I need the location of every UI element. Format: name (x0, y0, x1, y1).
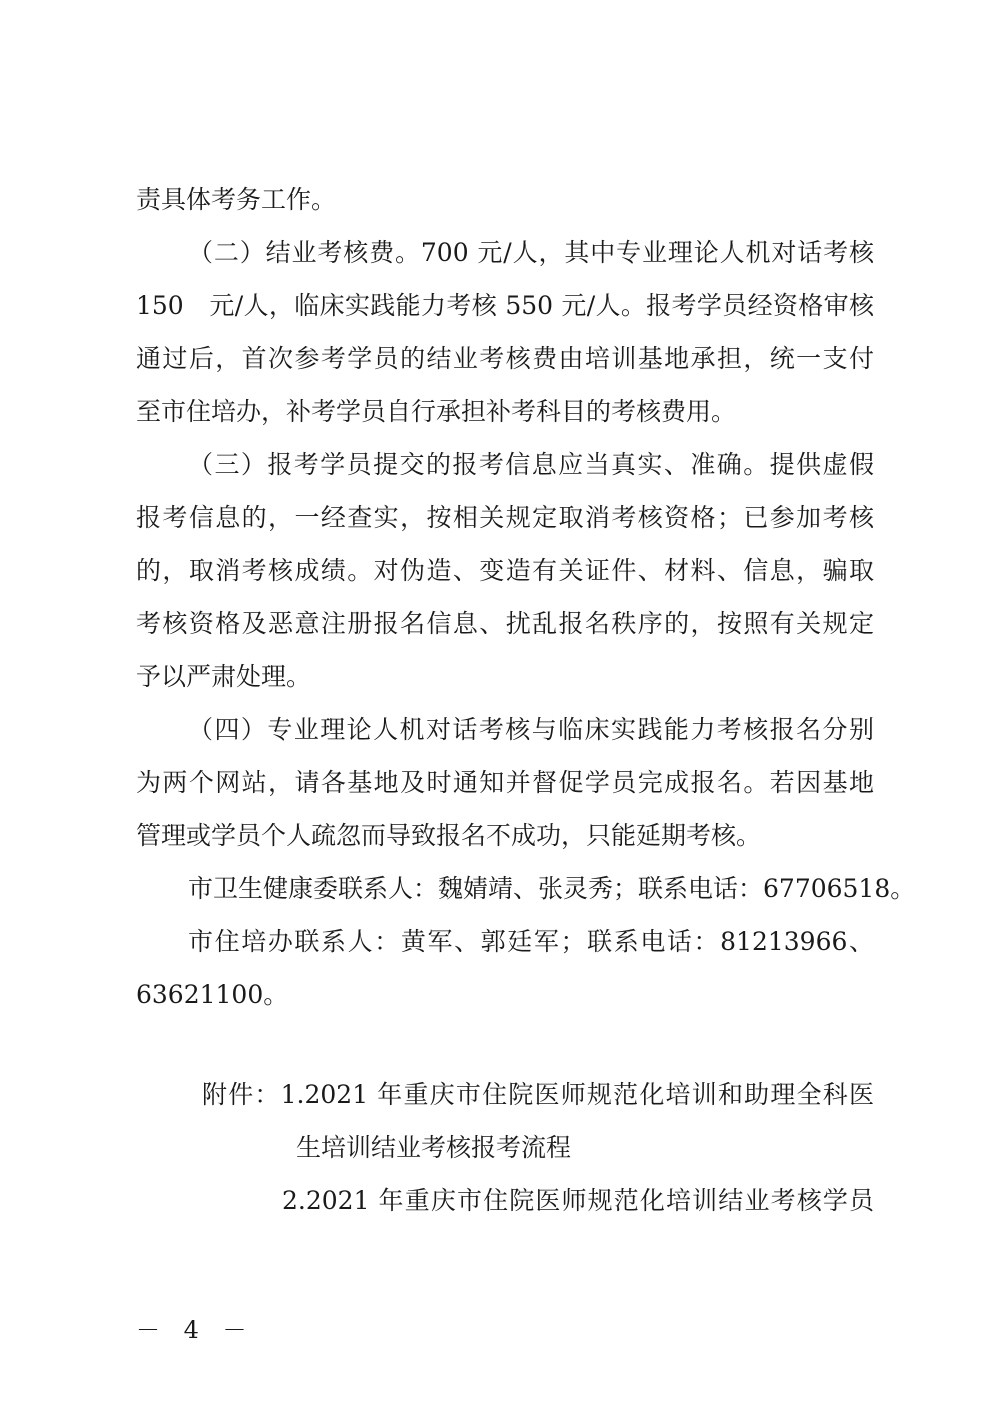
contact-line: 市卫生健康委联系人：魏婧靖、张灵秀；联系电话：67706518。 (188, 874, 916, 903)
page-number: － 4 － (136, 1316, 255, 1344)
text-line: 至市住培办，补考学员自行承担补考科目的考核费用。 (136, 397, 737, 426)
contact-line: 市住培办联系人：黄军、郭廷军；联系电话：81213966、 (188, 927, 874, 956)
attachment-line: 附件：1.2021 年重庆市住院医师规范化培训和助理全科医 (202, 1080, 874, 1109)
text-line: 责具体考务工作。 (136, 185, 337, 214)
attachment-line: 2.2021 年重庆市住院医师规范化培训结业考核学员 (282, 1186, 874, 1215)
text-line: 管理或学员个人疏忽而导致报名不成功，只能延期考核。 (136, 821, 762, 850)
contact-line: 63621100。 (136, 980, 289, 1009)
text-line: （二）结业考核费。700 元/人，其中专业理论人机对话考核 (188, 238, 874, 267)
text-line: （四）专业理论人机对话考核与临床实践能力考核报名分别 (188, 715, 874, 744)
text-line: 为两个网站，请各基地及时通知并督促学员完成报名。若因基地 (136, 768, 874, 797)
text-line: 的，取消考核成绩。对伪造、变造有关证件、材料、信息，骗取 (136, 556, 874, 585)
text-line: 考核资格及恶意注册报名信息、扰乱报名秩序的，按照有关规定 (136, 609, 874, 638)
text-line: 予以严肃处理。 (136, 662, 312, 691)
attachment-line: 生培训结业考核报考流程 (296, 1133, 572, 1162)
text-line: 报考信息的，一经查实，按相关规定取消考核资格；已参加考核 (136, 503, 874, 532)
text-line: 150 元/人，临床实践能力考核 550 元/人。报考学员经资格审核 (136, 291, 874, 320)
text-line: 通过后，首次参考学员的结业考核费由培训基地承担，统一支付 (136, 344, 874, 373)
text-line: （三）报考学员提交的报考信息应当真实、准确。提供虚假 (188, 450, 874, 479)
